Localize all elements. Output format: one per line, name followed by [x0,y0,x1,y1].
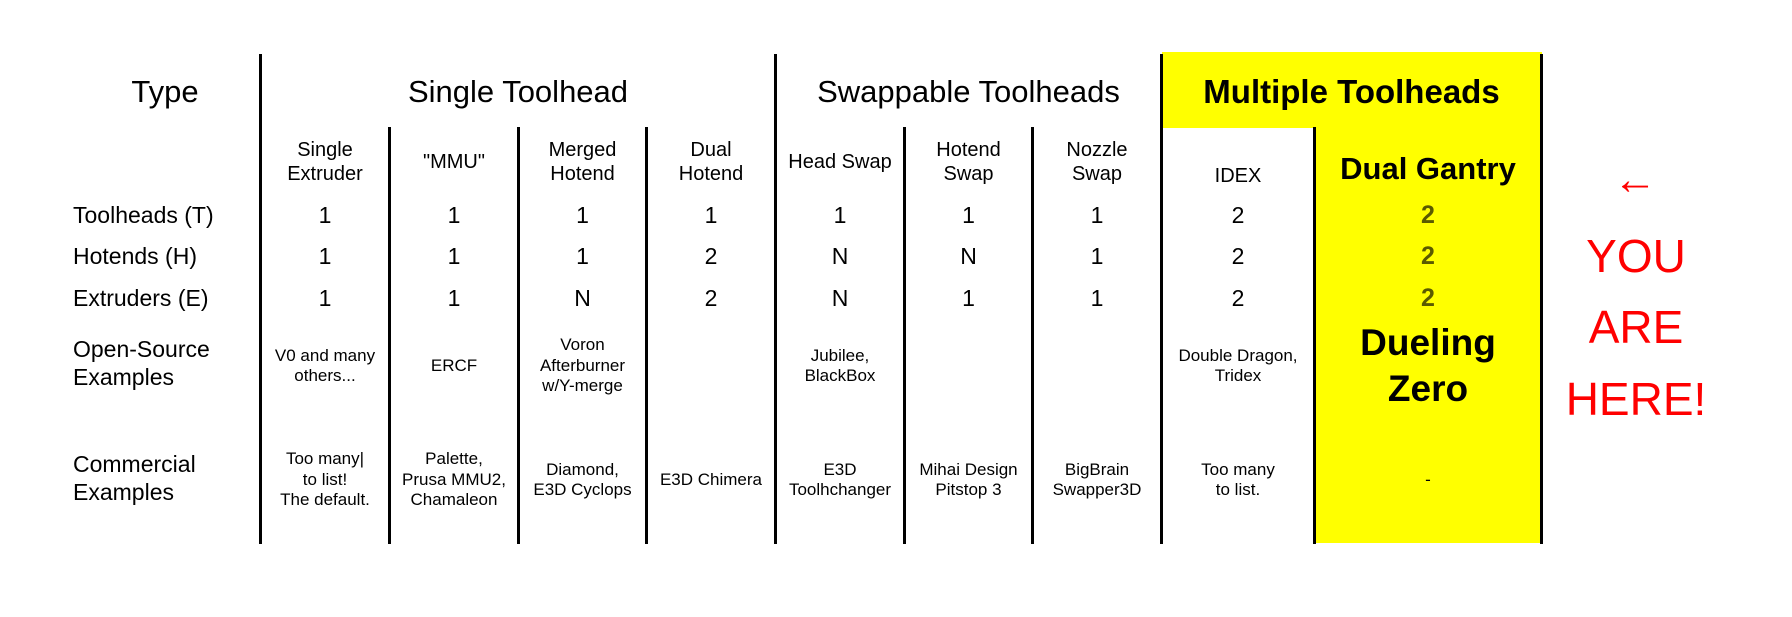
group-swappable-toolheads: Swappable Toolheads [817,74,1120,110]
column-header: IDEX [1214,165,1262,187]
cell-hotends: 1 [1090,243,1104,270]
cell-commercial: BigBrain Swapper3D [1052,459,1142,499]
cell-open-source: Jubilee, BlackBox [804,345,876,385]
left-arrow-icon: ← [1613,154,1657,204]
cell-toolheads: 1 [318,202,332,229]
cell-commercial: Too many| to list! The default. [280,449,370,510]
cell-hotends: 2 [704,243,718,270]
cell-open-source-dueling-zero: Dueling Zero [1360,321,1496,409]
column-header: Hotend Swap [936,139,1001,185]
row-header-extruders: Extruders (E) [73,285,209,312]
row-header-commercial: Commercial Examples [73,451,196,505]
cell-commercial: E3D Chimera [659,469,763,489]
cell-open-source: ERCF [430,355,478,375]
type-label: Type [131,74,199,110]
cell-toolheads: 1 [704,202,718,229]
cell-toolheads: 1 [1090,202,1104,229]
cell-open-source [1034,326,1160,406]
cell-commercial-dual-gantry: - [1425,469,1431,489]
column-header: Head Swap [788,151,892,173]
cell-open-source: Voron Afterburner w/Y-merge [539,335,626,396]
row-header-open-source: Open-Source Examples [73,336,210,390]
cell-hotends: 1 [447,243,461,270]
cell-open-source [906,326,1031,406]
column-header: Merged Hotend [548,139,617,185]
group-multiple-toolheads: Multiple Toolheads [1203,73,1500,111]
cell-open-source: V0 and many others... [274,345,376,385]
cell-toolheads: 1 [833,202,847,229]
cell-toolheads: 1 [962,202,975,229]
cell-toolheads: 2 [1231,202,1245,229]
cell-commercial: Diamond, E3D Cyclops [533,459,632,499]
cell-extruders-dual-gantry: 2 [1421,284,1435,312]
cell-extruders: 1 [1090,285,1104,312]
cell-extruders: 1 [447,285,461,312]
column-header-dual-gantry: Dual Gantry [1340,151,1516,187]
you-are-here-callout: YOU ARE HERE! [1565,230,1707,425]
cell-hotends-dual-gantry: 2 [1421,242,1435,270]
cell-hotends: 2 [1231,243,1245,270]
cell-extruders: 1 [318,285,332,312]
group-single-toolhead: Single Toolhead [407,74,629,110]
row-header-hotends: Hotends (H) [73,243,197,270]
cell-commercial: Mihai Design Pitstop 3 [919,459,1018,499]
cell-extruders: 2 [704,285,718,312]
cell-hotends: N [831,243,849,270]
column-header: Nozzle Swap [1066,139,1128,185]
cell-hotends: N [960,243,977,270]
cell-toolheads: 1 [576,202,589,229]
cell-hotends: 1 [576,243,589,270]
cell-extruders: N [574,285,591,312]
cell-open-source [648,326,774,406]
column-header: Single Extruder [287,139,363,185]
cell-extruders: 2 [1231,285,1245,312]
cell-open-source: Double Dragon, Tridex [1178,345,1298,385]
row-header-toolheads: Toolheads (T) [73,202,214,229]
cell-extruders: N [831,285,849,312]
cell-commercial: Palette, Prusa MMU2, Chamaleon [402,449,506,510]
cell-hotends: 1 [318,243,332,270]
column-header: Dual Hotend [678,139,744,185]
column-header: "MMU" [423,151,485,173]
cell-commercial: Too many to list. [1201,459,1275,499]
cell-toolheads: 1 [447,202,461,229]
divider-line [1540,54,1543,544]
cell-toolheads-dual-gantry: 2 [1421,201,1435,229]
cell-extruders: 1 [962,285,975,312]
cell-commercial: E3D Toolhchanger [788,459,892,499]
